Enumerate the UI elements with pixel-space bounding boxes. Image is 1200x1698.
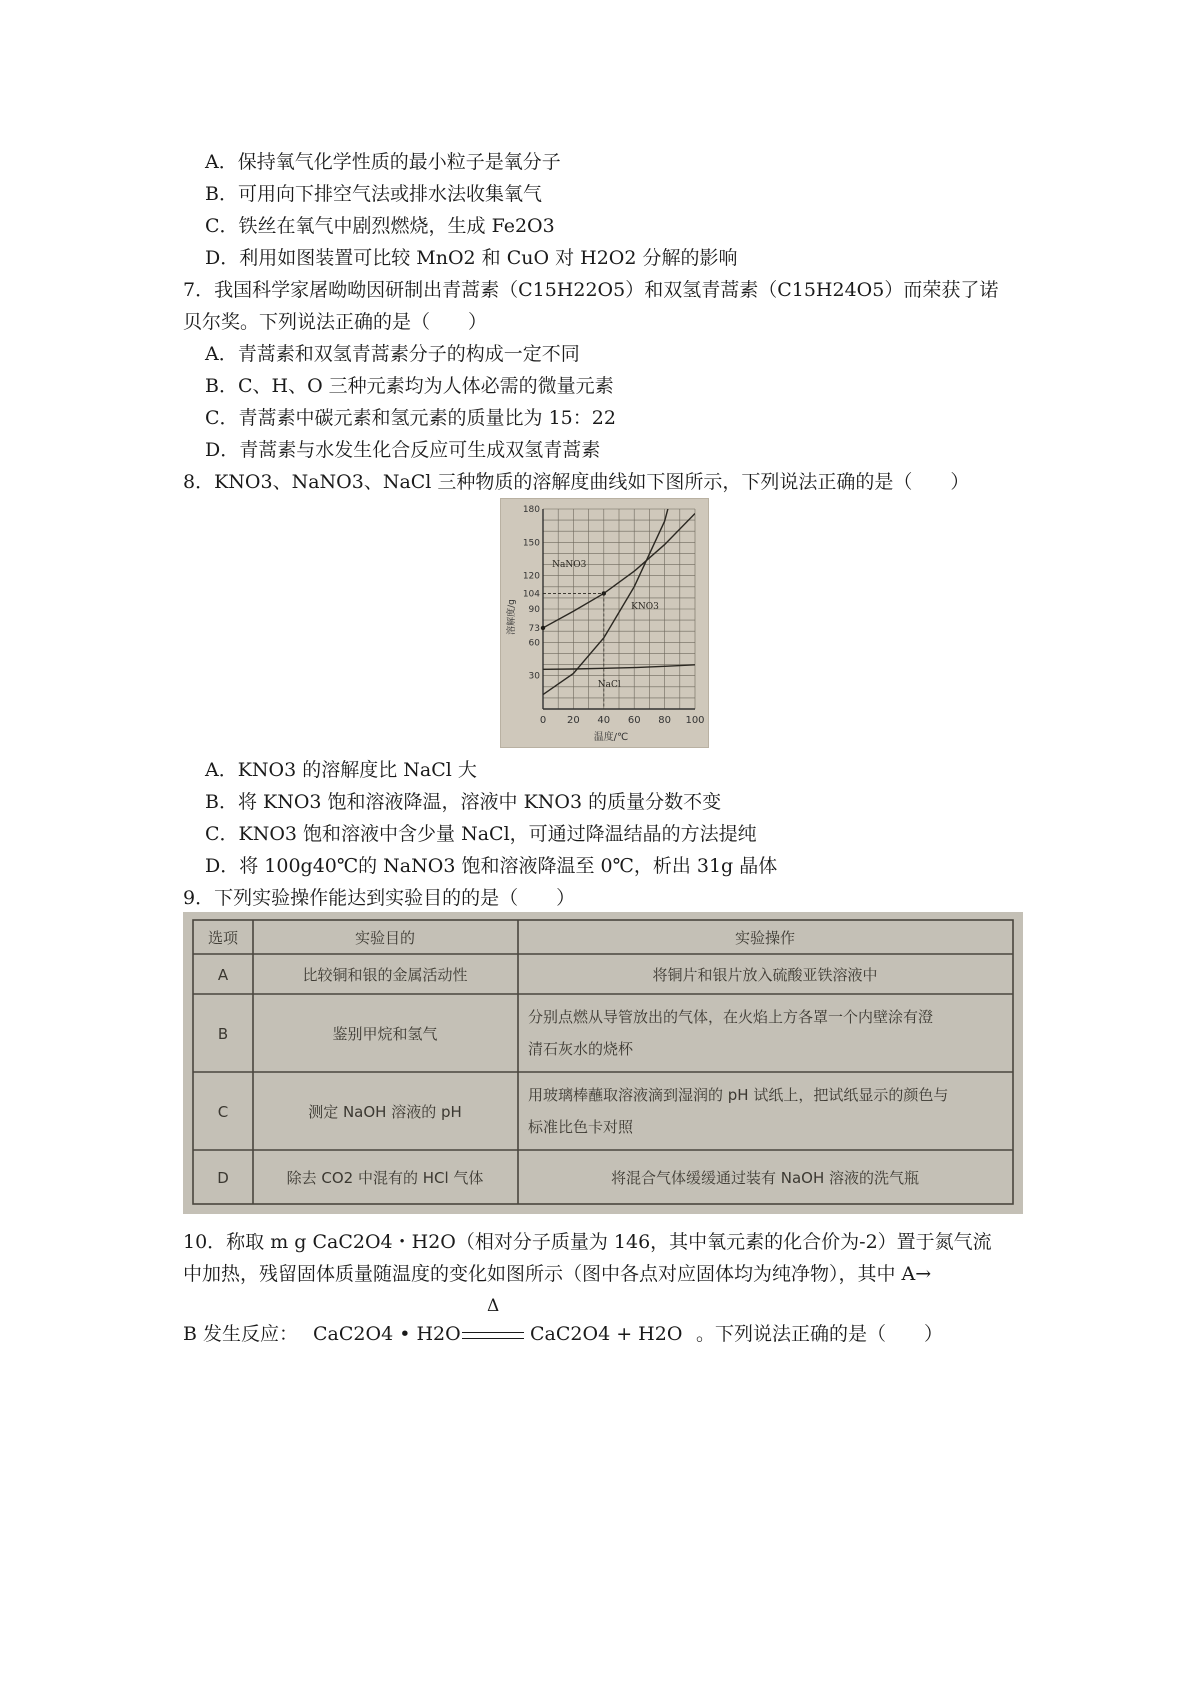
- table-row-c-operation-1: 用玻璃棒蘸取溶液滴到湿润的 pH 试纸上，把试纸显示的颜色与: [528, 1086, 949, 1104]
- y-tick-label: 90: [528, 605, 540, 615]
- series-label-nano3: NaNO3: [552, 559, 587, 570]
- table-row-b-operation-2: 清石灰水的烧杯: [528, 1040, 634, 1058]
- reaction-condition-delta: Δ: [487, 1296, 500, 1316]
- q9-table: [183, 912, 1023, 1214]
- q8-option-b: B．将 KNO3 饱和溶液降温，溶液中 KNO3 的质量分数不变: [205, 791, 722, 813]
- table-row-b-operation-1: 分别点燃从导管放出的气体，在火焰上方各罩一个内壁涂有澄: [528, 1008, 934, 1026]
- table-row-a-option: A: [217, 966, 229, 984]
- q7-option-a: A．青蒿素和双氢青蒿素分子的构成一定不同: [205, 343, 580, 365]
- table-header-option: 选项: [207, 929, 239, 947]
- series-label-nacl: NaCl: [597, 679, 621, 690]
- q10-line2: 中加热，残留固体质量随温度的变化如图所示（图中各点对应固体均为纯净物），其中 A→: [183, 1263, 932, 1285]
- q9-table-svg: [183, 912, 1023, 1214]
- q10-line3-prefix: B 发生反应：: [183, 1323, 299, 1345]
- y-tick-label: 73: [528, 623, 540, 634]
- y-tick-label: 180: [522, 505, 540, 515]
- equation-right: CaC2O4 + H2O: [530, 1323, 683, 1345]
- x-tick-label: 40: [597, 715, 611, 726]
- solubility-chart-svg: [501, 499, 708, 747]
- q7-option-b: B．C、H、O 三种元素均为人体必需的微量元素: [205, 375, 614, 397]
- solubility-chart: [500, 498, 709, 748]
- table-row-c-operation-2: 标准比色卡对照: [528, 1118, 634, 1136]
- chart-marks: [523, 499, 705, 726]
- q7-option-d: D．青蒿素与水发生化合反应可生成双氢青蒿素: [205, 439, 601, 461]
- x-tick-label: 60: [627, 715, 641, 726]
- table-row-c-goal: 测定 NaOH 溶液的 pH: [308, 1103, 462, 1121]
- y-tick-label: 120: [522, 571, 540, 582]
- table-row-b-option: B: [217, 1025, 229, 1043]
- q10-line3-suffix: 。下列说法正确的是（ ）: [696, 1323, 944, 1345]
- q9-stem: 9．下列实验操作能达到实验目的的是（ ）: [183, 887, 576, 909]
- table-header-goal: 实验目的: [354, 929, 416, 947]
- q7-stem-line1: 7．我国科学家屠呦呦因研制出青蒿素（C15H22O5）和双氢青蒿素（C15H24O5）而荣获了诺: [183, 279, 999, 301]
- x-tick-label: 20: [567, 715, 580, 726]
- table-row-d-goal: 除去 CO2 中混有的 HCl 气体: [286, 1169, 484, 1187]
- data-point: [541, 626, 545, 630]
- table-row-d-option: D: [217, 1169, 229, 1187]
- table-row-c-option: C: [217, 1103, 229, 1121]
- q8-option-d: D．将 100g40℃的 NaNO3 饱和溶液降温至 0℃，析出 31g 晶体: [205, 855, 778, 877]
- chart-ylabel: 溶解度/g: [507, 599, 517, 635]
- x-tick-label: 80: [658, 715, 671, 726]
- y-tick-label: 104: [522, 589, 540, 600]
- q6-option-b: B．可用向下排空气法或排水法收集氧气: [205, 183, 542, 205]
- equation-left: CaC2O4 • H2O: [313, 1323, 461, 1345]
- q6-option-c: C．铁丝在氧气中剧烈燃烧，生成 Fe2O3: [205, 215, 555, 237]
- chart-xlabel: 温度/℃: [593, 732, 629, 743]
- q6-option-d: D．利用如图装置可比较 MnO2 和 CuO 对 H2O2 分解的影响: [205, 247, 738, 269]
- table-row-b-goal: 鉴别甲烷和氢气: [332, 1025, 438, 1043]
- y-tick-label: 30: [528, 671, 540, 682]
- q7-stem-line2: 贝尔奖。下列说法正确的是（ ）: [183, 311, 488, 333]
- x-tick-label: 100: [685, 715, 705, 726]
- table-row-d-operation: 将混合气体缓缓通过装有 NaOH 溶液的洗气瓶: [610, 1169, 920, 1187]
- y-tick-label: 60: [528, 638, 540, 649]
- q7-option-c: C．青蒿素中碳元素和氢元素的质量比为 15：22: [205, 407, 616, 429]
- table-row-a-goal: 比较铜和银的金属活动性: [302, 966, 468, 984]
- equation-equals-sign: [462, 1332, 524, 1339]
- table-row-a-operation: 将铜片和银片放入硫酸亚铁溶液中: [652, 966, 878, 984]
- q6-option-a: A．保持氧气化学性质的最小粒子是氧分子: [205, 151, 561, 173]
- q8-option-c: C．KNO3 饱和溶液中含少量 NaCl，可通过降温结晶的方法提纯: [205, 823, 757, 845]
- table-header-operation: 实验操作: [734, 929, 796, 947]
- series-line-kno3: [543, 499, 687, 695]
- q10-line1: 10．称取 m g CaC2O4・H2O（相对分子质量为 146，其中氧元素的化合价为-2）置于氮气流: [183, 1231, 992, 1253]
- series-label-kno3: KNO3: [631, 602, 659, 612]
- q8-option-a: A．KNO3 的溶解度比 NaCl 大: [205, 759, 477, 781]
- x-tick-label: 0: [539, 715, 547, 726]
- y-tick-label: 150: [522, 538, 540, 549]
- q8-stem: 8．KNO3、NaNO3、NaCl 三种物质的溶解度曲线如下图所示，下列说法正确的是（ ）: [183, 471, 970, 493]
